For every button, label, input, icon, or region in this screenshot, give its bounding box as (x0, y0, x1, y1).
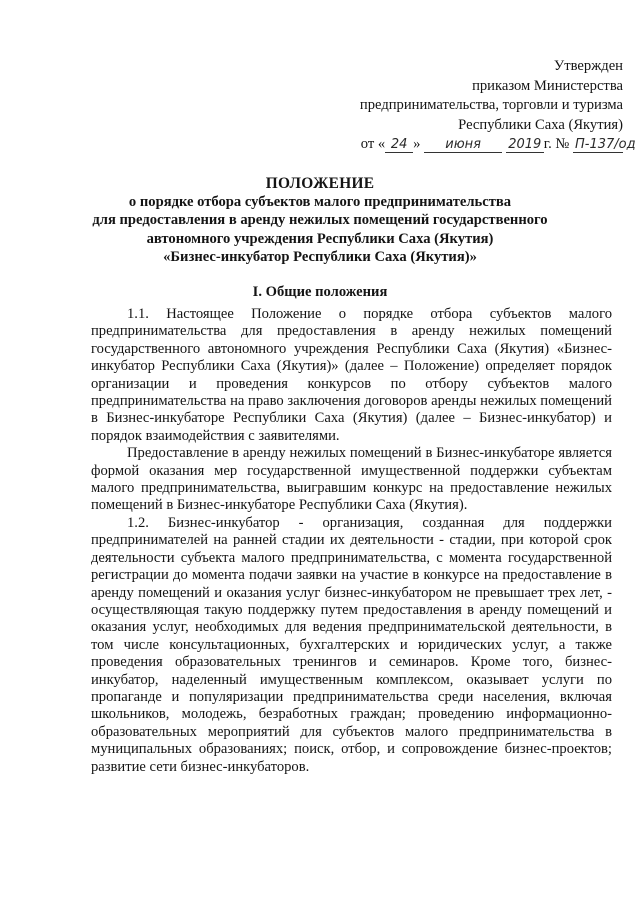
document-body (91, 306, 612, 776)
approval-line-date (360, 135, 636, 155)
approval-order-number: П-137/од (575, 137, 636, 152)
approval-line-order: приказом Министерства (472, 77, 623, 94)
document-subtitle-line-4: «Бизнес-инкубатор Республики Саха (Якутия)» (163, 248, 477, 265)
approval-date-month: июня (424, 138, 502, 153)
document-subtitle-line-2: для предоставления в аренду нежилых помещений государственного (92, 212, 548, 229)
approval-line-ministry: предпринимательства, торговли и туризма (359, 97, 623, 113)
document-subtitle-line-3: автономного учреждения Республики Саха (Якутия) (146, 230, 494, 247)
paragraph-support: Предоставление в аренду нежилых помещений в Бизнес-инкубаторе является формой оказания мер государственной имущественной поддержки субъектам малого предпринимательства, выигравшим конкурс на предоставление нежилых помещений в Бизнес-инкубаторе Республики Саха (Якутия). (91, 445, 612, 514)
approval-line-republic: Республики Саха (Якутия) (458, 116, 623, 133)
approval-date-prefix: от « (360, 136, 386, 152)
paragraph-1-1: 1.1. Настоящее Положение о порядке отбора субъектов малого предпринимательства для предоставления в аренду нежилых помещений государственного автономного учреждения Республики Саха (Якутия) «Бизнес-инкубатор Республики Саха (Якутия)» (далее – Положение) определяет порядок организации и проведения конкурсов по отбору субъектов малого предпринимательства на право заключения договоров аренды нежилых помещений в Бизнес-инкубаторе Республики Саха (Якутия) (далее – Бизнес-инкубатор) и порядок взаимодействия с заявителями. (91, 306, 612, 444)
approval-stamp-block (359, 57, 636, 155)
approval-year-suffix: г. № (543, 136, 570, 152)
section-heading: I. Общие положения (252, 284, 388, 300)
document-subtitle-line-1: о порядке отбора субъектов малого предпринимательства (128, 194, 512, 211)
approval-date-day: 24 (385, 138, 413, 153)
document-title-block (90, 175, 550, 266)
approval-line-approved: Утвержден (553, 58, 623, 74)
approval-date-quote: » (413, 136, 421, 152)
document-title: ПОЛОЖЕНИЕ (265, 175, 375, 192)
paragraph-1-2: 1.2. Бизнес-инкубатор - организация, созданная для поддержки предпринимателей на ранней стадии их деятельности - стадии, при которой срок деятельности субъекта малого предпринимательства, с момента государственной регистрации до момента подачи заявки на участие в конкурсе на предоставление в аренду помещений и оказания услуг бизнес-инкубатором не превышает трех лет, - осуществляющая такую поддержку путем предоставления в аренду помещений и оказания услуг, необходимых для ведения предпринимательской деятельности, в том числе консультационных, бухгалтерских и юридических услуг, а также проведения образовательных тренингов и семинаров. Кроме того, бизнес-инкубатор, наделенный имущественным комплексом, оказывает услуги по пропаганде и популяризации предпринимательства среди населения, включая школьников, молодежь, безработных граждан; проведению информационно-образовательных мероприятий для субъектов малого предпринимательства в муниципальных образованиях; поиск, отбор, и сопровождение бизнес-проектов; развитие сети бизнес-инкубаторов. (91, 514, 612, 775)
approval-date-year: 2019 (506, 138, 544, 153)
